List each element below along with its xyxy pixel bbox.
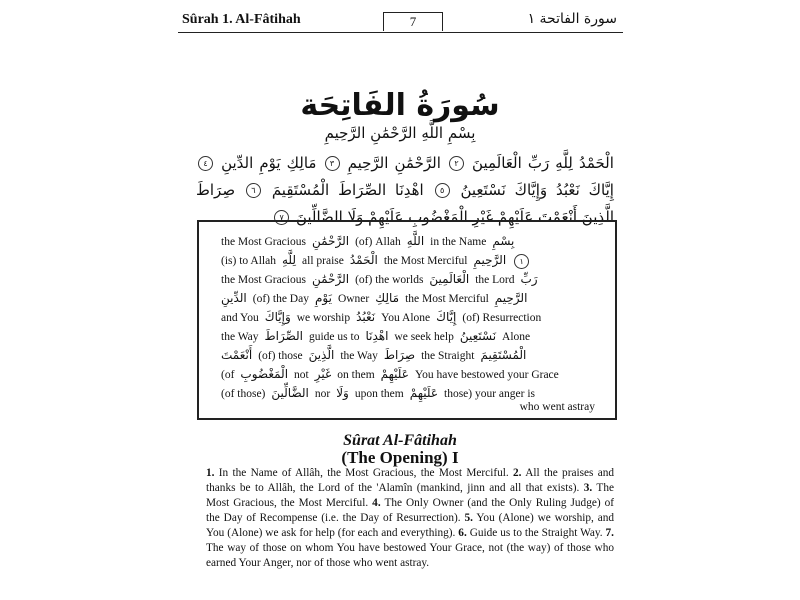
wbw-row: the Most Gracious الرَّحْمَٰنِ (of) the worlds الْعَالَمِينَ the Lord رَبِّ xyxy=(221,272,538,286)
header-surah-name: Sûrah 1. Al-Fâtihah xyxy=(182,12,301,27)
ayah-marker-icon: ٣ xyxy=(325,156,340,171)
verse-5: إِيَّاكَ نَعْبُدُ وَإِيَّاكَ نَسْتَعِينُ xyxy=(460,181,614,199)
surah-title-arabic: سُورَةُ الفَاتِحَة xyxy=(300,88,500,123)
wbw-row: the Way الصِّرَاطَ guide us to اهْدِنَا we seek help نَسْتَعِينُ Alone xyxy=(221,329,531,343)
page-header xyxy=(178,10,623,33)
wbw-row: (of those) الضَّالِّينَ nor وَلَا upon them عَلَيْهِمْ those) your anger is xyxy=(221,386,536,400)
wbw-row: أَنْعَمْتَ (of) those الَّذِينَ the Way صِرَاطَ the Straight الْمُسْتَقِيمَ xyxy=(221,348,527,362)
english-translation: 1. In the Name of Allâh, the Most Gracious, the Most Merciful. 2. All the praises and thanks be to Allâh, the Lord of the 'Alamîn (mankind, jinn and all that exists). 3. The Most Gracious, the Most Merciful. 4. The Only Owner (and the Only Ruling Judge) of the Day of Recompense (i.e. the Day of Resurrection). 5. You (Alone) we worship, and You (Alone) we ask for help (for each and everything). 6. Guide us to the Straight Way. 7. The way of those on whom You have bestowed Your Grace, not (the way) of those who earned Your Anger, nor of those who went astray. xyxy=(206,467,615,569)
translation-subtitle: Sûrat Al-Fâtihah xyxy=(343,432,457,449)
wbw-row: the Most Gracious الرَّحْمَٰنِ (of) Allah اللَّهِ in the Name بِسْمِ xyxy=(221,234,515,248)
verse-4: مَالِكِ يَوْمِ الدِّينِ xyxy=(221,154,317,172)
word-by-word-box xyxy=(197,220,617,420)
translation-heading: (The Opening) I xyxy=(341,448,459,467)
page-number: 7 xyxy=(383,12,443,31)
verse-7: صِرَاطَ الَّذِينَ أَنْعَمْتَ عَلَيْهِمْ غَيْرِ الْمَغْضُوبِ عَلَيْهِمْ وَلَا الضَّالِّينَ xyxy=(196,181,614,226)
ayah-marker-icon: ٦ xyxy=(246,183,261,198)
wbw-row: (is) to Allah لِلَّهِ all praise الْحَمْدُ the Most Merciful الرَّحِيمِ ١ xyxy=(221,249,601,271)
wbw-row: (of الْمَغْضُوبِ not غَيْرِ on them عَلَيْهِمْ You have bestowed your Grace xyxy=(221,367,559,381)
wbw-row: and You وَإِيَّاكَ we worship نَعْبُدُ You Alone إِيَّاكَ (of) Resurrection xyxy=(221,310,542,324)
verse-6: اهْدِنَا الصِّرَاطَ الْمُسْتَقِيمَ xyxy=(271,181,424,199)
verse-3: الرَّحْمَٰنِ الرَّحِيمِ xyxy=(347,154,441,172)
ayah-marker-icon: ١ xyxy=(514,254,529,269)
arabic-verses xyxy=(196,150,614,231)
header-surah-name-arabic: سورة الفاتحة ١ xyxy=(527,11,617,27)
ayah-marker-icon: ٢ xyxy=(449,156,464,171)
basmala: بِسْمِ اللَّهِ الرَّحْمَٰنِ الرَّحِيمِ xyxy=(324,124,476,142)
ayah-marker-icon: ٥ xyxy=(435,183,450,198)
wbw-row: who went astray xyxy=(519,401,595,413)
verse-2: الْحَمْدُ لِلَّهِ رَبِّ الْعَالَمِينَ xyxy=(472,154,614,172)
wbw-row: الدِّينِ (of) the Day يَوْمِ Owner مَالِكِ the Most Merciful الرَّحِيمِ xyxy=(221,291,528,305)
ayah-marker-icon: ٧ xyxy=(274,210,289,225)
ayah-marker-icon: ٤ xyxy=(198,156,213,171)
